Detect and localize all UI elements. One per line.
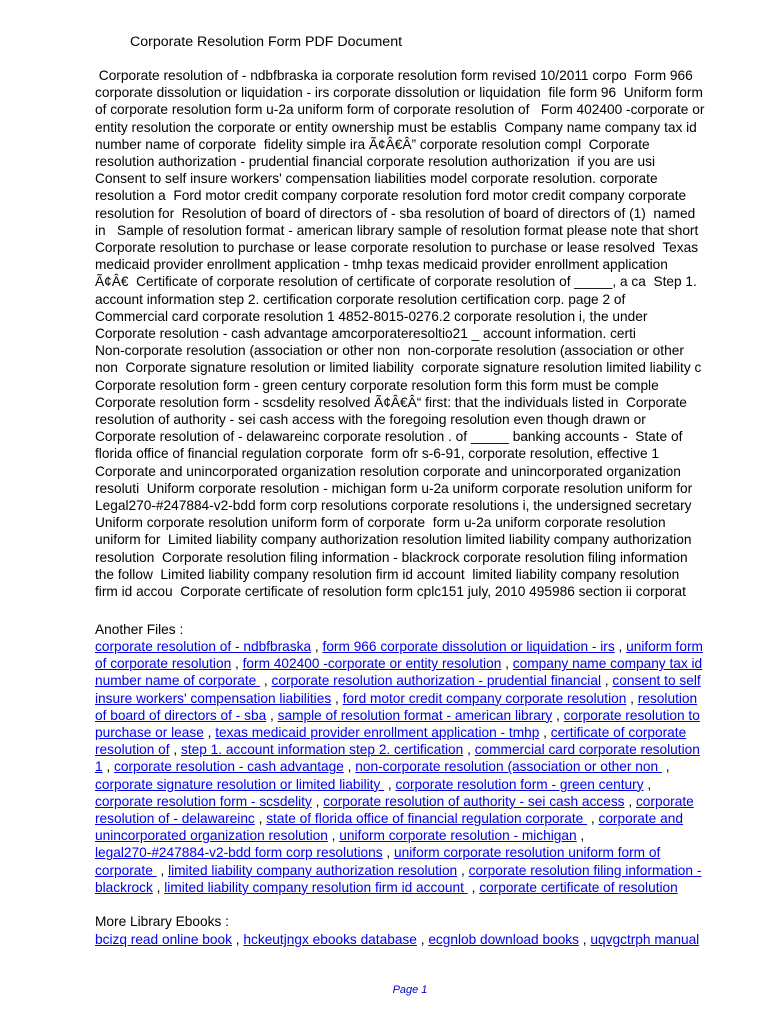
link-separator: , xyxy=(626,690,638,706)
more-library-links xyxy=(95,931,745,948)
body-line: Corporate resolution of - delawareinc corporate resolution . of _____ banking accounts - State of xyxy=(95,429,683,445)
link-separator: , xyxy=(601,673,613,689)
document-link[interactable]: corporate and xyxy=(598,811,683,827)
document-link[interactable]: corporate resolution - cash advantage xyxy=(114,759,344,775)
link-line xyxy=(95,931,745,948)
document-link[interactable]: corporate resolution to xyxy=(563,707,700,723)
document-link[interactable]: unincorporated organization resolution xyxy=(95,828,328,844)
link-separator: , xyxy=(661,759,670,775)
link-separator: , xyxy=(382,845,395,861)
document-link[interactable]: ford motor credit company corporate resolution xyxy=(342,690,627,706)
document-link[interactable]: sample of resolution format - american library xyxy=(277,707,553,723)
another-files-links xyxy=(95,638,745,896)
document-link[interactable]: corporate resolution of authority - sei cash access xyxy=(323,793,625,809)
document-link[interactable]: hckeutjngx ebooks database xyxy=(243,932,417,947)
link-separator: , xyxy=(152,879,165,895)
link-line xyxy=(95,827,745,844)
document-link[interactable]: insure workers' compensation liabilities xyxy=(95,690,332,706)
document-link[interactable]: bcizq read online book xyxy=(95,932,232,947)
document-link[interactable]: corporate xyxy=(95,862,157,878)
link-line xyxy=(95,672,745,689)
document-link[interactable]: corporate resolution of - ndbfbraska xyxy=(95,639,312,654)
body-line: Corporate and unincorporated organization resolution corporate and unincorporated organization xyxy=(95,463,681,479)
body-line: uniform for Limited liability company authorization resolution limited liability company authorization xyxy=(95,532,692,548)
document-link[interactable]: limited liability company authorization resolution xyxy=(168,862,458,878)
link-separator: , xyxy=(331,690,343,706)
link-separator: , xyxy=(579,932,591,947)
more-library-label: More Library Ebooks : xyxy=(95,914,229,929)
link-separator: , xyxy=(624,793,636,809)
body-line: Ã¢Â€ Certificate of corporate resolution of certificate of corporate resolution of _____, a ca Step 1. xyxy=(95,274,697,290)
body-line: florida office of financial regulation corporate form ofr s-6-91, corporate resolution, effective 1 xyxy=(95,446,660,462)
body-line: non Corporate signature resolution or limited liability corporate signature resolution limited liability c xyxy=(95,360,702,376)
body-line: resolution a Ford motor credit company corporate resolution ford motor credit company corporate xyxy=(95,188,687,204)
link-line xyxy=(95,724,745,741)
document-link[interactable]: ecgnlob download books xyxy=(428,932,579,947)
link-line xyxy=(95,776,745,793)
link-separator: , xyxy=(614,639,627,654)
another-files-label: Another Files : xyxy=(95,622,184,637)
link-separator: , xyxy=(260,673,272,689)
document-link[interactable]: texas medicaid provider enrollment application - tmhp xyxy=(215,725,540,741)
link-separator: , xyxy=(539,725,551,741)
link-separator: , xyxy=(327,828,340,844)
link-separator: , xyxy=(231,932,244,947)
document-link[interactable]: step 1. account information step 2. certification xyxy=(181,742,464,758)
document-link[interactable]: company name company tax id xyxy=(512,656,703,672)
body-line: Corporate resolution - cash advantage amcorporateresoltio21 _ account information. certi xyxy=(95,326,636,342)
link-separator: , xyxy=(416,932,429,947)
link-separator: , xyxy=(311,639,323,654)
link-separator: , xyxy=(587,811,599,827)
body-line: resolution authorization - prudential financial corporate resolution authorization if you are usi xyxy=(95,154,655,170)
document-link[interactable]: purchase or lease xyxy=(95,725,204,741)
body-line: resoluti Uniform corporate resolution - michigan form u-2a uniform corporate resolution uniform for xyxy=(95,480,693,496)
body-line: Corporate resolution form - scsdelity resolved Ã¢Â€Â“ first: that the individuals listed in Corporate xyxy=(95,394,687,410)
body-line: Commercial card corporate resolution 1 4852-8015-0276.2 corporate resolution i, the under xyxy=(95,308,648,324)
link-separator: , xyxy=(203,725,216,741)
document-link[interactable]: uniform corporate resolution - michigan xyxy=(339,828,577,844)
link-line xyxy=(95,638,745,655)
link-line xyxy=(95,690,745,707)
link-separator: , xyxy=(169,742,181,758)
link-separator: , xyxy=(552,707,564,723)
document-link[interactable]: resolution of xyxy=(95,742,170,758)
document-link[interactable]: of corporate resolution xyxy=(95,656,232,672)
document-link[interactable]: uniform form xyxy=(626,639,703,654)
page-number: Page 1 xyxy=(392,984,428,996)
body-line: Legal270-#247884-v2-bdd form corp resolutions corporate resolutions i, the undersigned secretary xyxy=(95,498,692,514)
link-separator: , xyxy=(576,828,585,844)
body-line: corporate dissolution or liquidation - irs corporate dissolution or liquidation file form 96 Uniform form xyxy=(95,85,703,101)
link-line xyxy=(95,810,745,827)
link-line xyxy=(95,758,745,775)
link-separator: , xyxy=(384,776,396,792)
body-line: Non-corporate resolution (association or other non non-corporate resolution (association or other xyxy=(95,343,684,359)
document-link[interactable]: uqvgctrph manual xyxy=(590,932,700,947)
document-title: Corporate Resolution Form PDF Document xyxy=(130,34,403,50)
link-separator: , xyxy=(102,759,115,775)
link-line xyxy=(95,862,745,879)
link-separator: , xyxy=(501,656,513,672)
document-link[interactable]: state of florida office of financial regulation corporate xyxy=(266,811,588,827)
document-link[interactable]: of board of directors of - sba xyxy=(95,707,267,723)
document-link[interactable]: legal270-#247884-v2-bdd form corp resolutions xyxy=(95,845,383,861)
link-separator: , xyxy=(457,862,469,878)
link-separator: , xyxy=(463,742,475,758)
body-line: medicaid provider enrollment application - tmhp texas medicaid provider enrollment application xyxy=(95,257,668,273)
link-line xyxy=(95,741,745,758)
document-link[interactable]: number name of corporate xyxy=(95,673,261,689)
link-line xyxy=(95,879,745,896)
link-line xyxy=(95,844,745,861)
body-line: Consent to self insure workers' compensation liabilities model corporate resolution. corporate xyxy=(95,171,658,187)
body-line: account information step 2. certification corporate resolution certification corp. page 2 of xyxy=(95,291,626,307)
body-line: number name of corporate fidelity simple ira Ã¢Â€Â” corporate resolution compl Corporate xyxy=(95,136,650,152)
document-link[interactable]: corporate xyxy=(635,793,694,809)
body-line: Corporate resolution form - green century corporate resolution form this form must be comple xyxy=(95,377,659,393)
document-link[interactable]: corporate signature resolution or limited liability xyxy=(95,776,385,792)
link-separator: , xyxy=(311,793,324,809)
document-link[interactable]: form 966 corporate dissolution or liquidation - irs xyxy=(322,639,615,654)
document-link[interactable]: corporate certificate of resolution xyxy=(479,879,678,895)
link-separator: , xyxy=(156,862,169,878)
document-link[interactable]: consent to self xyxy=(612,673,701,689)
body-line: Uniform corporate resolution uniform form of corporate form u-2a uniform corporate resolution xyxy=(95,515,666,531)
document-link[interactable]: corporate resolution form - green century xyxy=(395,776,644,792)
body-line: entity resolution the corporate or entity ownership must be establis Company name company tax id xyxy=(95,119,697,135)
link-line xyxy=(95,707,745,724)
document-link[interactable]: resolution of - delawareinc xyxy=(95,811,255,827)
document-link[interactable]: blackrock xyxy=(95,879,153,895)
document-link[interactable]: corporate resolution filing information - xyxy=(468,862,702,878)
link-line xyxy=(95,793,745,810)
link-separator: , xyxy=(254,811,267,827)
document-link[interactable]: corporate resolution form - scsdelity xyxy=(95,793,312,809)
body-line: the follow Limited liability company resolution firm id account limited liability company resolution xyxy=(95,566,680,582)
link-separator: , xyxy=(266,707,278,723)
document-link[interactable]: commercial card corporate resolution xyxy=(474,742,700,758)
body-line: resolution for Resolution of board of directors of - sba resolution of board of directors of (1) named xyxy=(95,205,696,221)
body-line: of corporate resolution form u-2a uniform form of corporate resolution of Form 402400 -corporate or xyxy=(95,102,705,118)
document-body xyxy=(95,67,745,600)
body-line: Corporate resolution of - ndbfbraska ia corporate resolution form revised 10/2011 corpo Form 966 xyxy=(95,68,693,83)
document-link[interactable]: limited liability company resolution firm id account xyxy=(164,879,468,895)
body-line: firm id accou Corporate certificate of resolution form cplc151 july, 2010 495986 section ii corporat xyxy=(95,584,686,600)
link-separator: , xyxy=(231,656,243,672)
document-link[interactable]: uniform corporate resolution uniform form of xyxy=(394,845,661,861)
link-separator: , xyxy=(643,776,652,792)
link-separator: , xyxy=(343,759,356,775)
body-line: resolution of authority - sei cash access with the foregoing resolution even though drawn or xyxy=(95,412,646,428)
body-line: Corporate resolution to purchase or lease corporate resolution to purchase or lease resolved Texas xyxy=(95,240,699,256)
document-link[interactable]: corporate resolution authorization - prudential financial xyxy=(271,673,601,689)
body-line: resolution Corporate resolution filing information - blackrock corporate resolution filing information xyxy=(95,549,688,565)
document-link[interactable]: certificate of corporate xyxy=(550,725,687,741)
document-link[interactable]: non-corporate resolution (association or other non xyxy=(355,759,662,775)
document-link[interactable]: resolution xyxy=(637,690,698,706)
document-link[interactable]: form 402400 -corporate or entity resolution xyxy=(242,656,502,672)
body-line: in Sample of resolution format - american library sample of resolution format please note that short xyxy=(95,222,699,238)
document-link[interactable]: 1 xyxy=(95,759,103,775)
link-separator: , xyxy=(467,879,480,895)
link-line xyxy=(95,655,745,672)
